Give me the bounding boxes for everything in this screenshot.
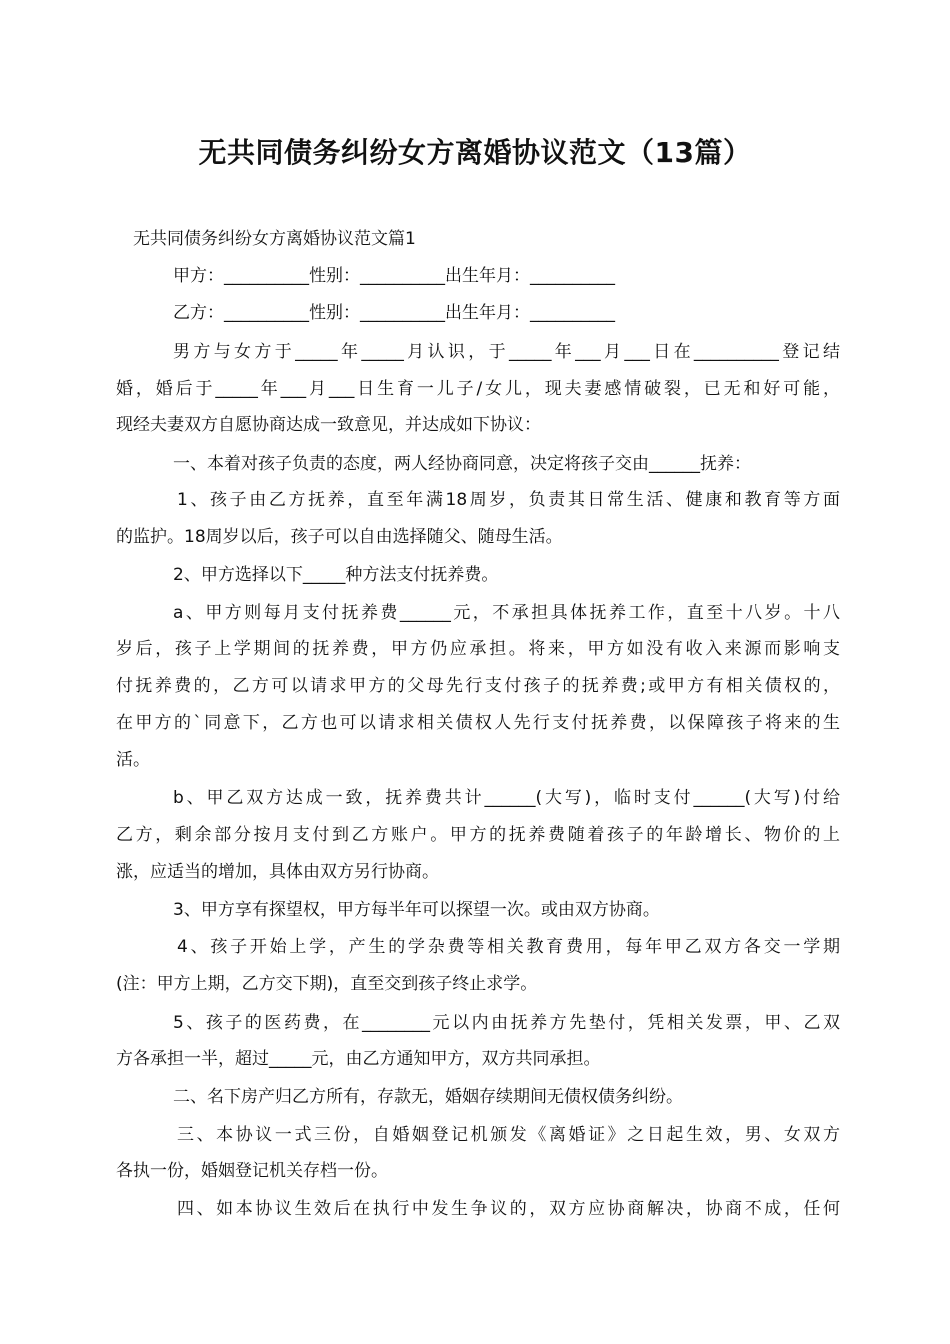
- paragraph-line: (注：甲方上期，乙方交下期)，直至交到孩子终止求学。: [116, 974, 538, 994]
- paragraph-line: 一、本着对孩子负责的态度，两人经协商同意，决定将孩子交由______抚养：: [173, 454, 751, 474]
- paragraph-line: 男方与女方于_____年_____月认识，于_____年___月___日在__________登记结: [173, 342, 840, 362]
- paragraph-line: 婚，婚后于_____年___月___日生育一儿子/女儿，现夫妻感情破裂，已无和好可能，: [116, 379, 840, 399]
- paragraph-line: 2、甲方选择以下_____种方法支付抚养费。: [173, 565, 499, 585]
- paragraph-line: 二、名下房产归乙方所有，存款无，婚姻存续期间无债权债务纠纷。: [173, 1087, 683, 1107]
- paragraph-line: 在甲方的`同意下，乙方也可以请求相关债权人先行支付抚养费，以保障孩子将来的生: [116, 713, 840, 733]
- document-title: 无共同债务纠纷女方离婚协议范文（13篇）: [198, 136, 752, 169]
- paragraph-line: 的监护。18周岁以后，孩子可以自由选择随父、随母生活。: [116, 527, 563, 547]
- paragraph-line: 三、本协议一式三份，自婚姻登记机颁发《离婚证》之日起生效，男、女双方: [177, 1125, 840, 1145]
- section-heading: 无共同债务纠纷女方离婚协议范文篇1: [133, 229, 416, 249]
- paragraph-line: 乙方，剩余部分按月支付到乙方账户。甲方的抚养费随着孩子的年龄增长、物价的上: [116, 825, 840, 845]
- paragraph-line: 4、孩子开始上学，产生的学杂费等相关教育费用，每年甲乙双方各交一学期: [177, 937, 840, 957]
- party-a-line: 甲方：__________性别：__________出生年月：__________: [173, 266, 615, 286]
- paragraph-line: 活。: [116, 750, 150, 770]
- paragraph-line: 付抚养费的，乙方可以请求甲方的父母先行支付孩子的抚养费;或甲方有相关债权的，: [116, 676, 840, 696]
- paragraph-line: 岁后，孩子上学期间的抚养费，甲方仍应承担。将来，甲方如没有收入来源而影响支: [116, 639, 840, 659]
- paragraph-line: 各执一份，婚姻登记机关存档一份。: [116, 1161, 388, 1181]
- paragraph-line: a、甲方则每月支付抚养费______元，不承担具体抚养工作，直至十八岁。十八: [173, 603, 840, 623]
- paragraph-line: 四、如本协议生效后在执行中发生争议的，双方应协商解决，协商不成，任何: [177, 1199, 840, 1219]
- paragraph-line: 涨，应适当的增加，具体由双方另行协商。: [116, 862, 439, 882]
- paragraph-line: 现经夫妻双方自愿协商达成一致意见，并达成如下协议：: [116, 415, 541, 435]
- paragraph-line: 1、孩子由乙方抚养，直至年满18周岁，负责其日常生活、健康和教育等方面: [177, 490, 840, 510]
- paragraph-line: 方各承担一半，超过_____元，由乙方通知甲方，双方共同承担。: [116, 1049, 601, 1069]
- party-b-line: 乙方：__________性别：__________出生年月：__________: [173, 303, 615, 323]
- paragraph-line: 3、甲方享有探望权，甲方每半年可以探望一次。或由双方协商。: [173, 900, 660, 920]
- paragraph-line: b、甲乙双方达成一致，抚养费共计______(大写)，临时支付______(大写)付给: [173, 788, 840, 808]
- paragraph-line: 5、孩子的医药费，在________元以内由抚养方先垫付，凭相关发票，甲、乙双: [173, 1013, 840, 1033]
